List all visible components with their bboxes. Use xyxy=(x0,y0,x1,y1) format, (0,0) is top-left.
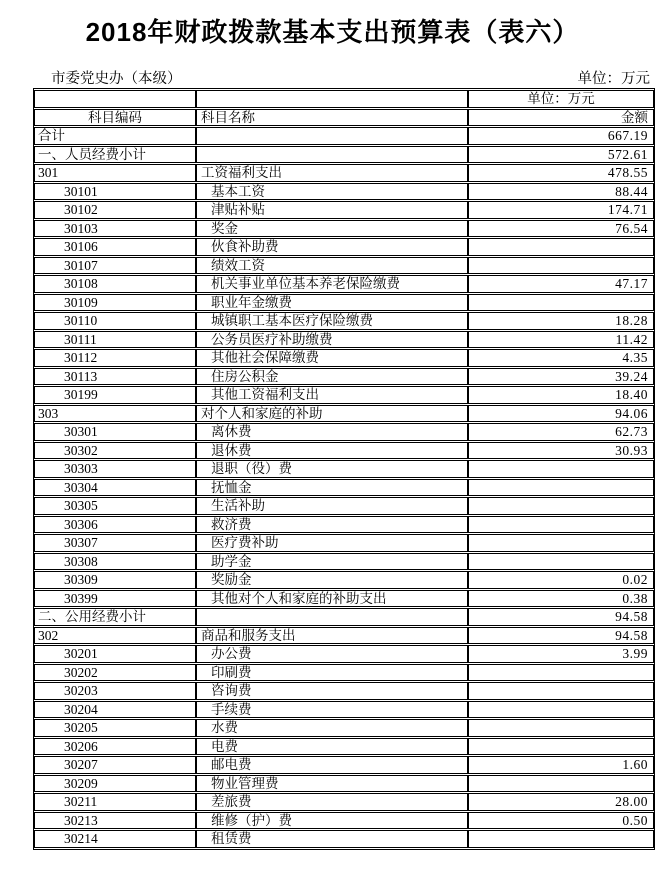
amount-cell xyxy=(468,738,654,756)
code-cell: 30203 xyxy=(34,682,196,700)
table-row xyxy=(34,627,654,645)
name-cell xyxy=(196,127,468,145)
code-cell: 合计 xyxy=(34,127,196,145)
code-cell: 30206 xyxy=(34,738,196,756)
table-row xyxy=(34,682,654,700)
table-row xyxy=(34,238,654,256)
amount-cell: 667.19 xyxy=(468,127,654,145)
code-cell: 30107 xyxy=(34,257,196,275)
name-cell: 水费 xyxy=(196,719,468,737)
name-cell: 对个人和家庭的补助 xyxy=(196,405,468,423)
code-cell: 302 xyxy=(34,627,196,645)
amount-cell: 88.44 xyxy=(468,183,654,201)
code-cell: 30106 xyxy=(34,238,196,256)
amount-cell xyxy=(468,294,654,312)
code-cell: 303 xyxy=(34,405,196,423)
table-row xyxy=(34,312,654,330)
amount-cell xyxy=(468,682,654,700)
code-cell: 30207 xyxy=(34,756,196,774)
amount-cell xyxy=(468,479,654,497)
amount-cell: 11.42 xyxy=(468,331,654,349)
code-cell: 30209 xyxy=(34,775,196,793)
name-cell: 绩效工资 xyxy=(196,257,468,275)
name-cell: 咨询费 xyxy=(196,682,468,700)
amount-cell: 30.93 xyxy=(468,442,654,460)
name-cell: 抚恤金 xyxy=(196,479,468,497)
code-cell: 30112 xyxy=(34,349,196,367)
table-row xyxy=(34,220,654,238)
document-page xyxy=(0,12,665,872)
code-cell: 30301 xyxy=(34,423,196,441)
column-header-amount: 金额 xyxy=(468,109,654,127)
table-row xyxy=(34,127,654,145)
name-cell: 维修（护）费 xyxy=(196,812,468,830)
code-cell: 30109 xyxy=(34,294,196,312)
name-cell: 公务员医疗补助缴费 xyxy=(196,331,468,349)
name-cell xyxy=(196,608,468,626)
amount-cell: 0.02 xyxy=(468,571,654,589)
amount-cell xyxy=(468,516,654,534)
table-row xyxy=(34,719,654,737)
table-row xyxy=(34,497,654,515)
table-row xyxy=(34,331,654,349)
code-cell: 30103 xyxy=(34,220,196,238)
table-row xyxy=(34,405,654,423)
name-cell: 伙食补助费 xyxy=(196,238,468,256)
name-cell: 退休费 xyxy=(196,442,468,460)
code-cell: 30309 xyxy=(34,571,196,589)
name-cell: 机关事业单位基本养老保险缴费 xyxy=(196,275,468,293)
amount-cell: 1.60 xyxy=(468,756,654,774)
amount-cell: 572.61 xyxy=(468,146,654,164)
amount-cell: 478.55 xyxy=(468,164,654,182)
code-cell: 30102 xyxy=(34,201,196,219)
name-cell: 奖励金 xyxy=(196,571,468,589)
table-row xyxy=(34,460,654,478)
code-cell: 30205 xyxy=(34,719,196,737)
name-cell: 住房公积金 xyxy=(196,368,468,386)
table-row xyxy=(34,738,654,756)
empty-cell xyxy=(34,90,196,108)
name-cell: 商品和服务支出 xyxy=(196,627,468,645)
table-row xyxy=(34,386,654,404)
code-cell: 30101 xyxy=(34,183,196,201)
code-cell: 30199 xyxy=(34,386,196,404)
name-cell: 物业管理费 xyxy=(196,775,468,793)
amount-cell: 94.58 xyxy=(468,608,654,626)
name-cell: 其他工资福利支出 xyxy=(196,386,468,404)
table-row xyxy=(34,756,654,774)
amount-cell: 18.40 xyxy=(468,386,654,404)
table-row xyxy=(34,701,654,719)
table-row xyxy=(34,775,654,793)
amount-cell xyxy=(468,664,654,682)
table-row xyxy=(34,257,654,275)
amount-cell: 47.17 xyxy=(468,275,654,293)
name-cell: 职业年金缴费 xyxy=(196,294,468,312)
amount-cell xyxy=(468,719,654,737)
table-row xyxy=(34,571,654,589)
amount-cell: 94.06 xyxy=(468,405,654,423)
table-row xyxy=(34,183,654,201)
code-cell: 30305 xyxy=(34,497,196,515)
name-cell: 基本工资 xyxy=(196,183,468,201)
amount-cell xyxy=(468,460,654,478)
amount-cell xyxy=(468,497,654,515)
code-cell: 30213 xyxy=(34,812,196,830)
code-cell: 30308 xyxy=(34,553,196,571)
column-header-row xyxy=(34,109,654,127)
name-cell: 生活补助 xyxy=(196,497,468,515)
amount-cell: 3.99 xyxy=(468,645,654,663)
code-cell: 30307 xyxy=(34,534,196,552)
code-cell: 二、公用经费小计 xyxy=(34,608,196,626)
table-row xyxy=(34,146,654,164)
table-row xyxy=(34,368,654,386)
code-cell: 30211 xyxy=(34,793,196,811)
name-cell: 其他社会保障缴费 xyxy=(196,349,468,367)
column-header-code: 科目编码 xyxy=(34,109,196,127)
name-cell: 手续费 xyxy=(196,701,468,719)
table-row xyxy=(34,645,654,663)
code-cell: 30204 xyxy=(34,701,196,719)
name-cell: 医疗费补助 xyxy=(196,534,468,552)
table-row xyxy=(34,534,654,552)
code-cell: 30108 xyxy=(34,275,196,293)
table-row xyxy=(34,812,654,830)
name-cell: 退职（役）费 xyxy=(196,460,468,478)
code-cell: 一、人员经费小计 xyxy=(34,146,196,164)
amount-cell: 39.24 xyxy=(468,368,654,386)
unit-cell: 单位：万元 xyxy=(468,90,654,108)
name-cell: 城镇职工基本医疗保险缴费 xyxy=(196,312,468,330)
code-cell: 30302 xyxy=(34,442,196,460)
amount-cell: 94.58 xyxy=(468,627,654,645)
table-row xyxy=(34,294,654,312)
name-cell: 差旅费 xyxy=(196,793,468,811)
code-cell: 30304 xyxy=(34,479,196,497)
amount-cell xyxy=(468,238,654,256)
table-row xyxy=(34,664,654,682)
code-cell: 30110 xyxy=(34,312,196,330)
doc-header xyxy=(33,71,653,88)
budget-table xyxy=(33,88,655,850)
name-cell: 其他对个人和家庭的补助支出 xyxy=(196,590,468,608)
amount-cell: 18.28 xyxy=(468,312,654,330)
name-cell: 津贴补贴 xyxy=(196,201,468,219)
name-cell: 工资福利支出 xyxy=(196,164,468,182)
amount-cell: 28.00 xyxy=(468,793,654,811)
unit-label: 单位：万元 xyxy=(577,71,650,87)
amount-cell: 0.38 xyxy=(468,590,654,608)
amount-cell xyxy=(468,701,654,719)
table-row xyxy=(34,516,654,534)
code-cell: 30214 xyxy=(34,830,196,848)
name-cell: 电费 xyxy=(196,738,468,756)
table-row xyxy=(34,608,654,626)
code-cell: 30111 xyxy=(34,331,196,349)
page-title: 2018年财政拨款基本支出预算表（表六） xyxy=(85,17,580,47)
code-cell: 30399 xyxy=(34,590,196,608)
amount-cell: 4.35 xyxy=(468,349,654,367)
amount-cell: 76.54 xyxy=(468,220,654,238)
table-row xyxy=(34,164,654,182)
name-cell xyxy=(196,146,468,164)
name-cell: 租赁费 xyxy=(196,830,468,848)
table-row xyxy=(34,553,654,571)
code-cell: 30113 xyxy=(34,368,196,386)
code-cell: 30306 xyxy=(34,516,196,534)
table-row xyxy=(34,349,654,367)
name-cell: 救济费 xyxy=(196,516,468,534)
name-cell: 离休费 xyxy=(196,423,468,441)
table-row xyxy=(34,423,654,441)
amount-cell xyxy=(468,775,654,793)
code-cell: 30303 xyxy=(34,460,196,478)
unit-row xyxy=(34,90,654,108)
table-row xyxy=(34,442,654,460)
column-header-name: 科目名称 xyxy=(196,109,468,127)
amount-cell xyxy=(468,534,654,552)
amount-cell: 62.73 xyxy=(468,423,654,441)
table-row xyxy=(34,590,654,608)
amount-cell: 174.71 xyxy=(468,201,654,219)
table-body xyxy=(34,127,654,848)
name-cell: 办公费 xyxy=(196,645,468,663)
table-row xyxy=(34,793,654,811)
amount-cell xyxy=(468,830,654,848)
name-cell: 奖金 xyxy=(196,220,468,238)
code-cell: 30201 xyxy=(34,645,196,663)
amount-cell xyxy=(468,553,654,571)
empty-cell xyxy=(196,90,468,108)
code-cell: 30202 xyxy=(34,664,196,682)
name-cell: 助学金 xyxy=(196,553,468,571)
table-row xyxy=(34,275,654,293)
name-cell: 印刷费 xyxy=(196,664,468,682)
organization-label: 市委党史办（本级） xyxy=(51,71,182,87)
table-row xyxy=(34,201,654,219)
amount-cell: 0.50 xyxy=(468,812,654,830)
code-cell: 301 xyxy=(34,164,196,182)
table-row xyxy=(34,479,654,497)
name-cell: 邮电费 xyxy=(196,756,468,774)
table-row xyxy=(34,830,654,848)
amount-cell xyxy=(468,257,654,275)
